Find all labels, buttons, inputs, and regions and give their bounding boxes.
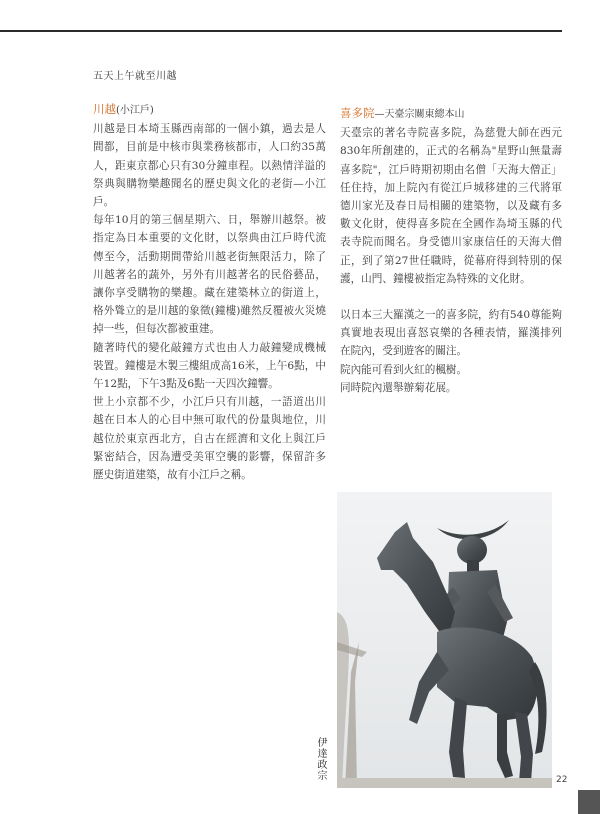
kawagoe-paragraph: 川越是日本埼玉縣西南部的一個小鎮，過去是人間都，目前是中核市與業務核都市，人口約35萬人，距東京都心只有30分鐘車程。以熱情洋溢的祭典與購物樂趣聞名的歷史與文化的老街—小江戶。: [93, 123, 326, 209]
page-number: 22: [556, 775, 568, 785]
kawagoe-paragraph: 隨著時代的變化敲鐘方式也由人力敲鐘變成機械裝置。鐘樓是木製三樓組成高16米，上午6點，中午12點，下午3點及6點一天四次鐘響。: [93, 341, 326, 391]
kitain-column: [340, 104, 562, 397]
section-header: 五天上午就至川越: [93, 71, 177, 82]
kitain-paragraph: 以日本三大羅漢之一的喜多院，約有540尊能夠真實地表現出喜怒哀樂的各種表情，羅漢排列在院內，受到遊客的關注。: [340, 309, 562, 358]
kitain-paragraph: 同時院內還舉辦菊花展。: [340, 381, 457, 394]
paragraph-gap: [340, 288, 562, 306]
kitain-heading: [340, 104, 562, 124]
photo-caption: 伊達政宗: [315, 737, 326, 781]
kawagoe-paragraph: 每年10月的第三個星期六、日，舉辦川越祭。被指定為日本重要的文化財，以祭典由江戶時代流傳至今，活動期間帶給川越老街無限活力，除了川越著名的蔬外，另外有川越著名的民俗藝品，讓你享受購物的樂趣。藏在建築林立的街道上，格外聳立的是川越的象徵(鐘樓)雖然反覆被火災燒掉一些，但每次都被重建。: [93, 214, 326, 336]
kawagoe-paragraph: 世上小京都不少，小江戶只有川越，一語道出川越在日本人的心目中無可取代的份量與地位，川越位於東京西北方，自古在經濟和文化上與江戶緊密結合，因為遭受美軍空襲的影響，保留許多歷史街道建築，故有小江戶之稱。: [93, 396, 326, 482]
kitain-paragraph: 天臺宗的著名寺院喜多院，為慈覺大師在西元830年所創建的，正式的名稱為"星野山無量壽喜多院"，江戶時期初期由名僧「天海大僧正」任住持，加上院內有從江戶城移建的三代將軍德川家光及春日局相關的建築物，以及藏有多數文化財，使得喜多院在全國作為埼玉縣的代表寺院而聞名。身受德川家康信任的天海大僧正，到了第27世任職時，從幕府得到特別的保護，山門、鐘樓被指定為特殊的文化財。: [340, 127, 562, 285]
kitain-paragraph: 院內能可看到火紅的楓樹。: [340, 363, 468, 376]
kawagoe-subtitle: (小江戶): [116, 105, 154, 116]
kawagoe-heading: [93, 100, 326, 120]
kitain-title: 喜多院: [340, 106, 375, 120]
kawagoe-column: [93, 100, 326, 484]
statue-illustration: [337, 492, 552, 788]
kitain-subtitle: —天臺宗關東總本山: [374, 109, 465, 120]
statue-photo: [337, 492, 552, 788]
top-rule: [0, 30, 562, 32]
kawagoe-title: 川越: [93, 102, 116, 116]
corner-tab: [578, 790, 600, 814]
